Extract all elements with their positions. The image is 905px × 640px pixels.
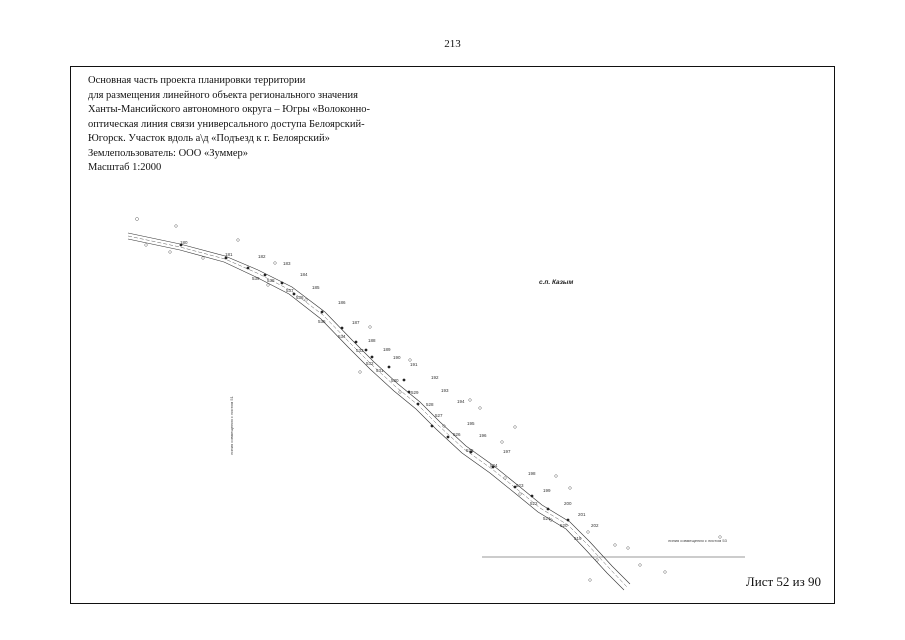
route-point-marker [547,508,550,511]
secondary-point-label: 520 [560,523,568,528]
route-point-label: 182 [258,254,266,259]
route-point-marker [388,366,391,369]
title-line-6: Землепользователь: ООО «Зуммер» [88,147,249,159]
secondary-point-label: 522 [530,501,538,506]
route-point-label: 202 [591,523,599,528]
route-point-marker [431,425,434,428]
title-line-7: Масштаб 1:2000 [88,162,162,173]
route-point-marker [281,282,284,285]
route-point-label: 190 [393,355,401,360]
route-point-label: 198 [528,471,536,476]
bottom-match-note: линия совмещения с листом 53 [668,538,727,543]
secondary-point-label: 531 [376,368,384,373]
secondary-points-layer [252,276,582,541]
route-point-marker [321,311,324,314]
route-point-marker [567,519,570,522]
route-point-marker [417,403,420,406]
route-point-label: 191 [410,362,418,367]
title-line-2: для размещения линейного объекта регионального значения [88,89,358,101]
page-number: 213 [444,38,461,50]
route-point-marker [365,349,368,352]
sheet-label: Лист 52 из 90 [745,574,821,589]
secondary-point-label: 524 [490,463,498,468]
secondary-point-label: 519 [574,536,582,541]
route-point-label: 187 [352,320,360,325]
route-point-label: 184 [300,272,308,277]
route-point-marker [403,379,406,382]
route-point-label: 192 [431,375,439,380]
route-point-label: 196 [479,433,487,438]
terrain-marks [136,218,722,582]
route-point-label: 201 [578,512,586,517]
route-point-label: 183 [283,261,291,266]
secondary-point-label: 525 [466,448,474,453]
secondary-point-label: 521 [543,516,551,521]
title-line-1: Основная часть проекта планировки территории [88,75,306,86]
secondary-point-label: 536 [296,295,304,300]
secondary-point-label: 534 [338,334,346,339]
title-line-3: Ханты-Мансийского автономного округа – Югры «Волоконно- [88,104,370,115]
secondary-point-label: 535 [318,319,326,324]
route-point-label: 181 [225,252,233,257]
secondary-point-label: 532 [366,361,374,366]
corridor-line-inner [128,236,627,587]
route-point-label: 197 [503,449,511,454]
secondary-point-label: 529 [411,390,419,395]
route-point-label: 186 [338,300,346,305]
route-point-label: 195 [467,421,475,426]
route-point-marker [371,356,374,359]
secondary-point-label: 523 [516,483,524,488]
route-point-label: 180 [180,240,188,245]
corridor-line-outer-right [128,239,624,590]
title-line-4: оптическая линия связи универсального доступа Белоярский- [88,118,365,130]
secondary-point-label: 527 [435,413,443,418]
secondary-point-label: 539 [252,276,260,281]
route-point-marker [293,293,296,296]
route-point-label: 200 [564,501,572,506]
route-point-label: 199 [543,488,551,493]
route-point-label: 185 [312,285,320,290]
settlement-label: с.п. Казым [539,279,574,286]
route-point-marker [264,274,267,277]
route-point-marker [247,267,250,270]
route-point-label: 193 [441,388,449,393]
secondary-point-label: 538 [267,278,275,283]
route-point-marker [225,257,228,260]
secondary-point-label: 537 [286,288,294,293]
title-line-5: Югорск. Участок вдоль а\д «Подъезд к г. Белоярский» [88,133,330,144]
route-corridor [128,233,630,590]
secondary-point-label: 528 [426,402,434,407]
secondary-point-label: 533 [356,348,364,353]
route-point-label: 188 [368,338,376,343]
route-point-label: 194 [457,399,465,404]
left-match-note: линия совмещения с листом 51 [229,396,234,455]
route-point-marker [447,436,450,439]
route-point-marker [531,495,534,498]
route-point-marker [341,327,344,330]
route-point-marker [355,341,358,344]
route-point-label: 189 [383,347,391,352]
route-point-marker [408,391,411,394]
secondary-point-label: 530 [391,378,399,383]
secondary-point-label: 526 [453,432,461,437]
route-points-layer [180,240,599,528]
